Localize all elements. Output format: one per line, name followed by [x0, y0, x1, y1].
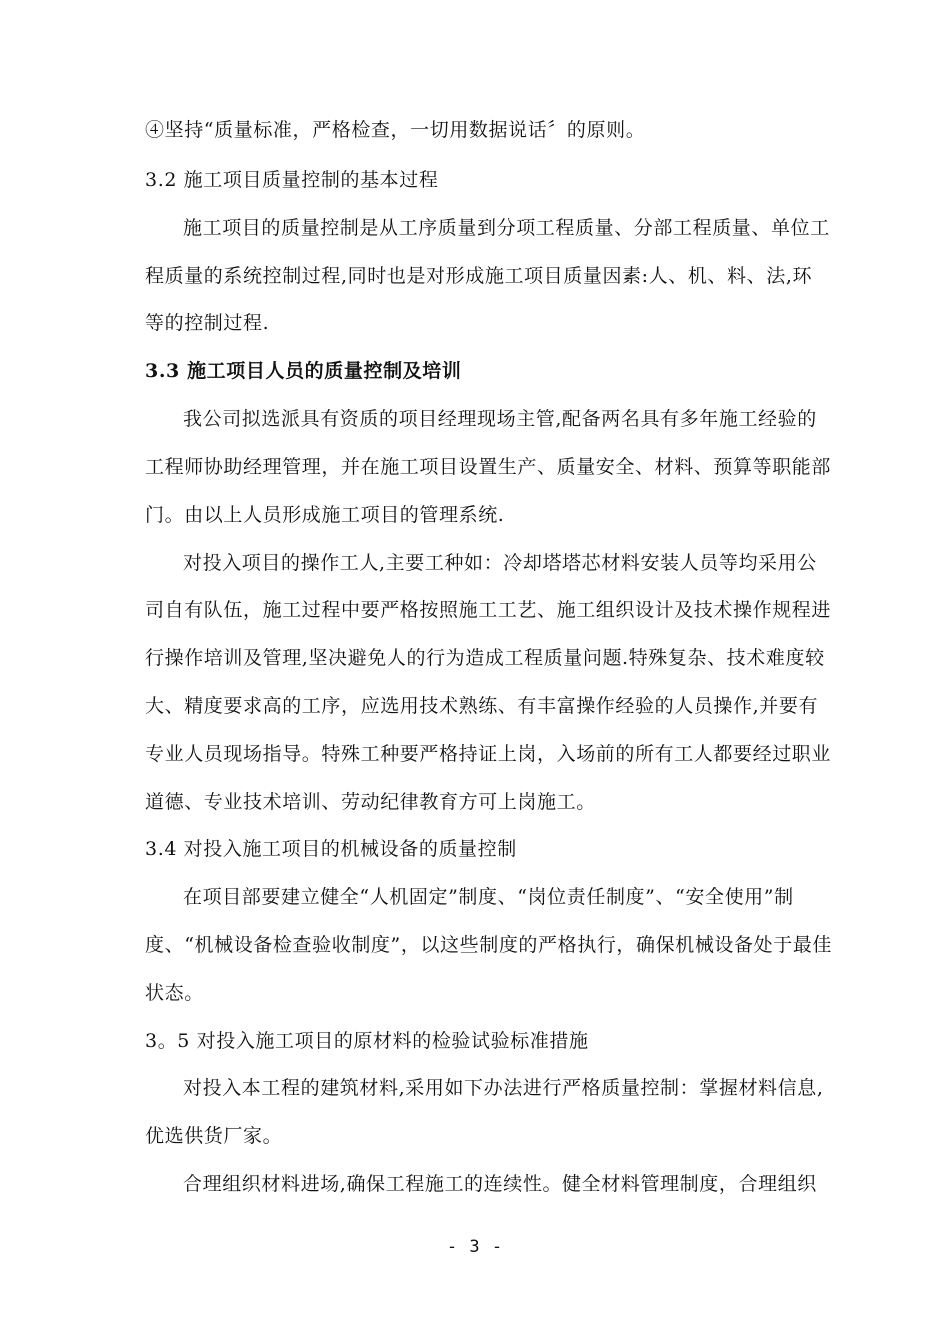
paragraph-line: 合理组织材料进场,确保工程施工的连续性。健全材料管理制度，合理组织: [183, 1173, 817, 1195]
section-heading-3-2: 3.2 施工项目质量控制的基本过程: [145, 169, 439, 191]
paragraph-line: 等的控制过程.: [145, 312, 270, 334]
paragraph-line: 行操作培训及管理,坚决避免人的行为造成工程质量问题.特殊复杂、技术难度较: [145, 647, 825, 669]
paragraph-line: 我公司拟选派具有资质的项目经理现场主管,配备两名具有多年施工经验的: [183, 408, 817, 430]
section-heading-3-4: 3.4 对投入施工项目的机械设备的质量控制: [145, 838, 517, 860]
paragraph-line: 门。由以上人员形成施工项目的管理系统.: [145, 504, 505, 526]
section-heading-3-5: 3。5 对投入施工项目的原材料的检验试验标准措施: [145, 1030, 589, 1052]
paragraph-line: 工程师协助经理管理，并在施工项目设置生产、质量安全、材料、预算等职能部: [145, 456, 832, 478]
list-item-principle-4: ④坚持“质量标准，严格检查，一切用数据说话〞的原则。: [145, 119, 646, 141]
paragraph-line: 对投入项目的操作工人,主要工种如：冷却塔塔芯材料安装人员等均采用公: [183, 552, 817, 574]
paragraph-line: 施工项目的质量控制是从工序质量到分项工程质量、分部工程质量、单位工: [183, 217, 830, 239]
paragraph-line: 对投入本工程的建筑材料,采用如下办法进行严格质量控制：掌握材料信息,: [183, 1077, 824, 1099]
paragraph-line: 程质量的系统控制过程,同时也是对形成施工项目质量因素:人、机、料、法,环: [145, 265, 813, 287]
section-heading-3-3: 3.3 施工项目人员的质量控制及培训: [145, 360, 462, 382]
paragraph-line: 状态。: [145, 982, 204, 1004]
page-number: - 3 -: [446, 1237, 504, 1257]
paragraph-line: 道德、专业技术培训、劳动纪律教育方可上岗施工。: [145, 791, 596, 813]
paragraph-line: 专业人员现场指导。特殊工种要严格持证上岗，入场前的所有工人都要经过职业: [145, 743, 832, 765]
paragraph-line: 优选供货厂家。: [145, 1125, 283, 1147]
paragraph-line: 司自有队伍，施工过程中要严格按照施工工艺、施工组织设计及技术操作规程进: [145, 599, 832, 621]
paragraph-line: 在项目部要建立健全“人机固定”制度、“岗位责任制度”、“安全使用”制: [183, 886, 794, 908]
paragraph-line: 度、“机械设备检查验收制度”，以这些制度的严格执行，确保机械设备处于最佳: [145, 934, 833, 956]
paragraph-line: 大、精度要求高的工序，应选用技术熟练、有丰富操作经验的人员操作,并要有: [145, 695, 819, 717]
